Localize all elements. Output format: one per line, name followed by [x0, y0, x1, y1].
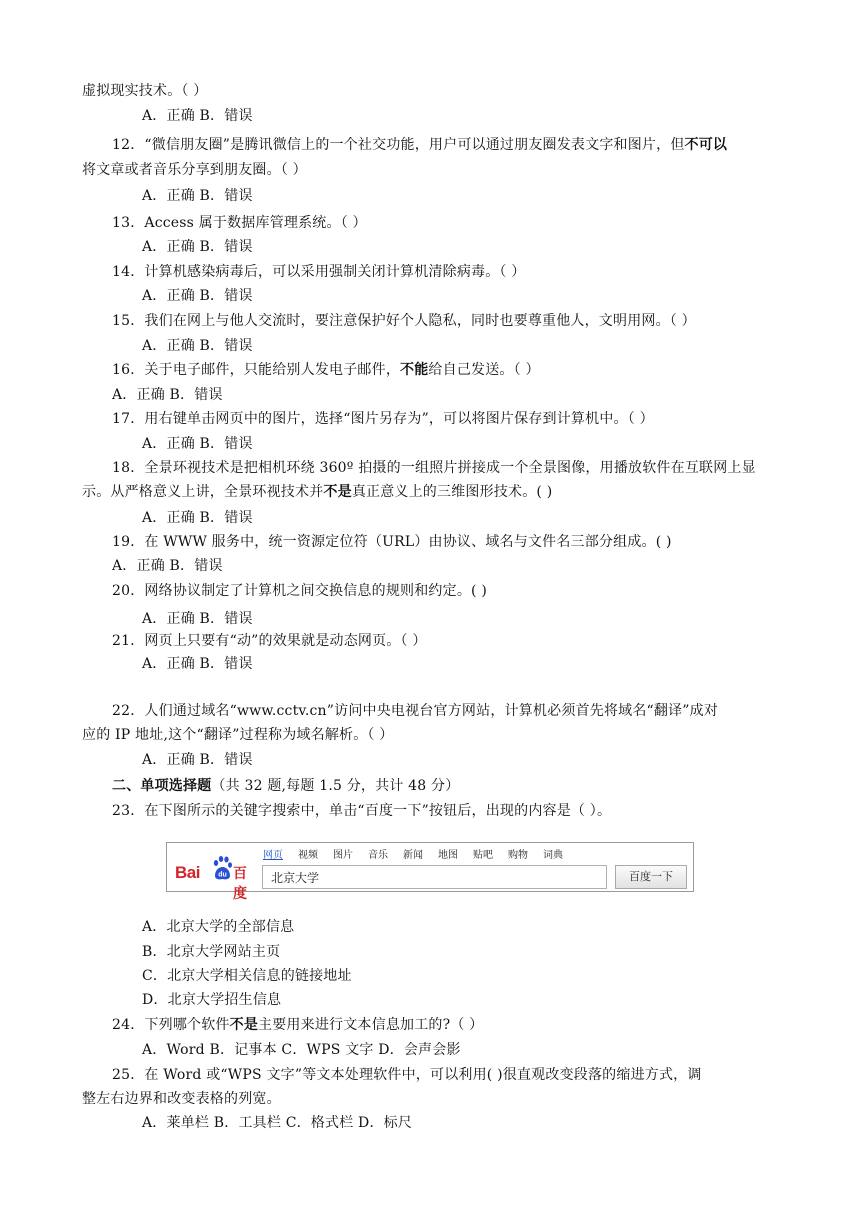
question-11-options: A．正确 B．错误 [142, 108, 253, 124]
question-23-option-b: B．北京大学网站主页 [142, 944, 281, 960]
baidu-search-figure [166, 842, 694, 902]
baidu-logo-text: Bai [175, 863, 200, 882]
question-17-options: A．正确 B．错误 [142, 436, 253, 452]
question-12-options: A．正确 B．错误 [142, 188, 253, 204]
section-2-heading: 二、单项选择题（共 32 题,每题 1.5 分，共计 48 分） [112, 778, 460, 794]
question-11-tail: 虚拟现实技术。（ ） [82, 83, 208, 99]
baidu-tab-6[interactable]: 贴吧 [473, 850, 493, 861]
question-22-options: A．正确 B．错误 [142, 752, 253, 768]
question-25-line2: 整左右边界和改变表格的列宽。 [82, 1091, 281, 1107]
question-23-option-a: A．北京大学的全部信息 [142, 919, 295, 935]
question-21-options: A．正确 B．错误 [142, 656, 253, 672]
question-19-options: A．正确 B．错误 [112, 558, 223, 574]
question-21: 21．网页上只要有“动”的效果就是动态网页。（ ） [112, 633, 427, 649]
question-13: 13．Access 属于数据库管理系统。（ ） [112, 215, 367, 231]
question-20: 20．网络协议制定了计算机之间交换信息的规则和约定。( ) [112, 583, 487, 599]
baidu-logo-chinese: 百度 [233, 866, 247, 902]
question-23-option-d: D．北京大学招生信息 [142, 992, 282, 1008]
question-16-options: A．正确 B．错误 [112, 387, 223, 403]
baidu-tab-7[interactable]: 购物 [508, 850, 528, 861]
baidu-tab-8[interactable]: 词典 [543, 850, 563, 861]
question-18-line1: 18．全景环视技术是把相机环绕 360º 拍摄的一组照片拼接成一个全景图像，用播放软件在互联网上显 [112, 460, 756, 476]
baidu-tab-1[interactable]: 视频 [298, 850, 318, 861]
baidu-tab-4[interactable]: 新闻 [403, 850, 423, 861]
question-25-line1: 25．在 Word 或“WPS 文字”等文本处理软件中，可以利用( )很直观改变段落的缩进方式，调 [112, 1067, 702, 1083]
paw-icon [211, 855, 233, 881]
svg-text:du: du [218, 871, 227, 879]
question-23-option-c: C．北京大学相关信息的链接地址 [142, 968, 352, 984]
question-24: 24．下列哪个软件不是主要用来进行文本信息加工的?（ ） [112, 1017, 484, 1033]
question-14-options: A．正确 B．错误 [142, 288, 253, 304]
question-15: 15．我们在网上与他人交流时，要注意保护好个人隐私，同时也要尊重他人，文明用网。（ ） [112, 313, 696, 329]
question-12-line2: 将文章或者音乐分享到朋友圈。（ ） [82, 162, 307, 178]
question-22-line2: 应的 IP 地址,这个“翻译”过程称为域名解析。（ ） [82, 727, 394, 743]
search-input[interactable]: 北京大学 [262, 865, 607, 889]
baidu-tab-0[interactable]: 网页 [263, 850, 283, 861]
question-14: 14．计算机感染病毒后，可以采用强制关闭计算机清除病毒。（ ） [112, 264, 526, 280]
baidu-tab-2[interactable]: 图片 [333, 850, 353, 861]
question-25-options: A．莱单栏 B．工具栏 C．格式栏 D．标尺 [142, 1115, 413, 1131]
question-19: 19．在 WWW 服务中，统一资源定位符（URL）由协议、域名与文件名三部分组成。( ) [112, 534, 672, 550]
question-20-options: A．正确 B．错误 [142, 611, 253, 627]
question-24-options: A．Word B．记事本 C．WPS 文字 D．会声会影 [142, 1042, 461, 1058]
baidu-tab-3[interactable]: 音乐 [368, 850, 388, 861]
question-13-options: A．正确 B．错误 [142, 239, 253, 255]
question-18-line2: 示。从严格意义上讲，全景环视技术并不是真正意义上的三维图形技术。( ) [82, 484, 553, 500]
search-button[interactable]: 百度一下 [615, 865, 687, 889]
question-16: 16．关于电子邮件，只能给别人发电子邮件，不能给自己发送。（ ） [112, 362, 540, 378]
baidu-nav-tabs [263, 846, 578, 861]
question-17: 17．用右键单击网页中的图片，选择“图片另存为”，可以将图片保存到计算机中。（ ） [112, 411, 654, 427]
question-15-options: A．正确 B．错误 [142, 338, 253, 354]
question-22-line1: 22．人们通过域名“www.cctv.cn”访问中央电视台官方网站，计算机必须首先将域名“翻译”成对 [112, 703, 719, 719]
baidu-tab-5[interactable]: 地图 [438, 850, 458, 861]
question-18-options: A．正确 B．错误 [142, 510, 253, 526]
question-12-line1: 12．“微信朋友圈”是腾讯微信上的一个社交功能，用户可以通过朋友圈发表文字和图片，但不可以 [112, 137, 728, 153]
question-23: 23．在下图所示的关键字搜索中，单击“百度一下”按钮后，出现的内容是（ ）。 [112, 803, 612, 819]
